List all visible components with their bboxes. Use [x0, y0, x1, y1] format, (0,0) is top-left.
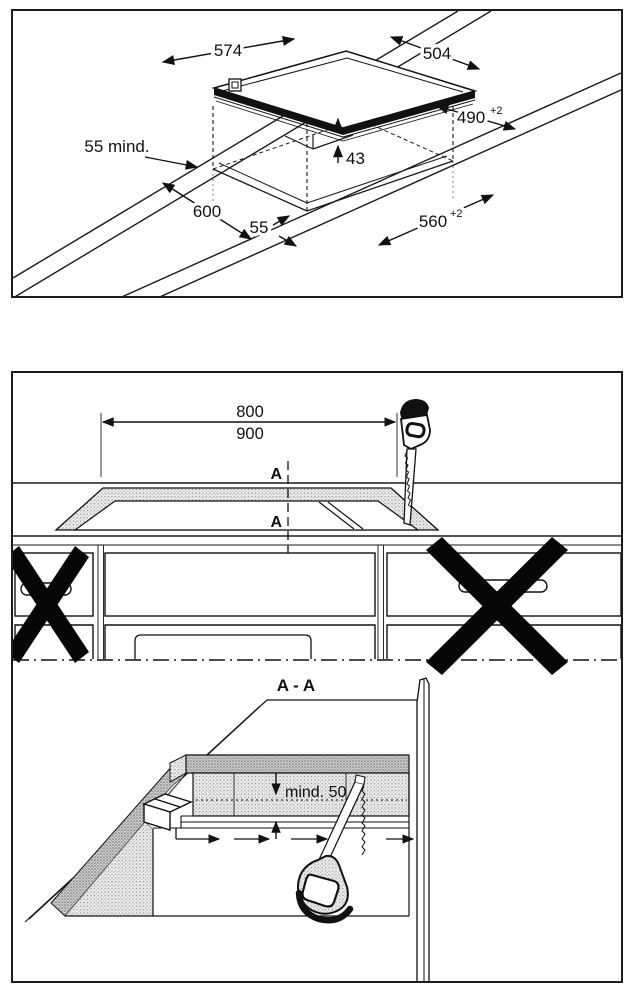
cabinet-door — [387, 625, 621, 659]
cutout-opening — [56, 488, 438, 530]
side-panel — [417, 678, 429, 981]
section-title: A - A — [276, 676, 316, 695]
isometric-dimension-drawing — [13, 11, 621, 296]
dim-800-label: 800 — [236, 403, 264, 421]
hob-glass — [214, 51, 475, 141]
dim-hob-depth — [391, 37, 479, 69]
dim-min-side-clearance — [84, 137, 197, 167]
panel-cutout-dimensions — [11, 9, 623, 298]
dim-worktop-depth — [163, 183, 251, 239]
dim-560-tolerance: +2 — [450, 208, 463, 220]
dim-560-label: 560 — [418, 212, 448, 231]
dim-490-tolerance: +2 — [490, 105, 503, 117]
cabinet-section-drawing — [13, 373, 621, 981]
dim-900-label: 900 — [236, 425, 264, 443]
dim-600-label: 600 — [192, 202, 222, 221]
dim-hob-width — [163, 39, 294, 62]
dim-504-label: 504 — [422, 44, 452, 63]
dim-43-label: 43 — [346, 149, 365, 168]
dim-574-label: 574 — [213, 41, 243, 60]
cabinet-door — [105, 625, 375, 659]
dim-55-label: 55 — [249, 218, 269, 237]
cabinet-drawer — [105, 553, 375, 616]
compass-saw-icon — [400, 399, 430, 525]
dim-55mind-label: 55 mind. — [84, 137, 150, 156]
dim-cutout-depth — [437, 105, 515, 129]
dim-front-clearance — [250, 216, 296, 246]
dim-mind50-label: mind. 50 — [285, 784, 347, 801]
section-marker-bottom: A — [270, 514, 282, 531]
section-marker-top: A — [270, 466, 282, 483]
dim-cabinet-width — [101, 403, 397, 477]
cut-direction-arrows — [176, 828, 413, 839]
dim-490-label: 490 — [456, 108, 486, 127]
section-a-a — [25, 676, 429, 981]
dim-cutout-width — [379, 195, 493, 245]
panel-cabinet-and-section — [11, 371, 623, 983]
